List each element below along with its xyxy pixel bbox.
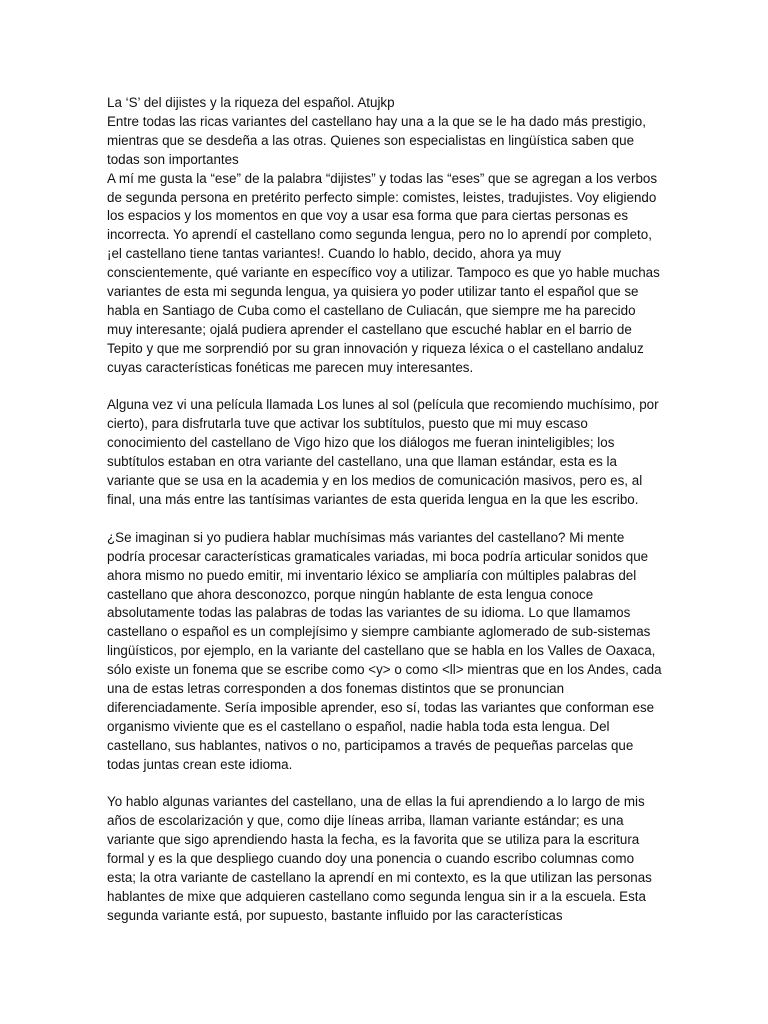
document-page xyxy=(107,94,663,926)
paragraph-2: Alguna vez vi una película llamada Los lunes al sol (película que recomiendo muchísimo, por cierto), para disfrutarla tuve que activar los subtítulos, puesto que mi muy escaso conocimiento del castellano de Vigo hizo que los diálogos me fueran ininteligibles; los subtítulos estaban en otra variante del castellano, una que llaman estándar, esta es la variante que se usa en la academia y en los medios de comunicación masivos, pero es, al final, una más entre las tantísimas variantes de esta querida lengua en la que les escribo. xyxy=(107,397,659,508)
document-title: La ‘S’ del dijistes y la riqueza del español. Atujkp xyxy=(107,95,395,110)
paragraph-4: Yo hablo algunas variantes del castellano, una de ellas la fui aprendiendo a lo largo de mis años de escolarización y que, como dije líneas arriba, llaman variante estándar; es una variante que sigo aprendiendo hasta la fecha, es la favorita que se utiliza para la escritura formal y es la que despliego cuando doy una ponencia o cuando escribo columnas como esta; la otra variante de castellano la aprendí en mi contexto, es la que utilizan las personas hablantes de mixe que adquieren castellano como segunda lengua sin ir a la escuela. Esta segunda variante está, por supuesto, bastante influido por las características xyxy=(107,794,652,923)
paragraph-gap xyxy=(107,378,663,397)
paragraph-3: ¿Se imaginan si yo pudiera hablar muchísimas más variantes del castellano? Mi mente podría procesar características gramaticales variadas, mi boca podría articular sonidos que ahora mismo no puedo emitir, mi inventario léxico se ampliaría con múltiples palabras del castellano que ahora desconozco, porque ningún hablante de esta lengua conoce absolutamente todas las palabras de todas las variantes de su idioma. Lo que llamamos castellano o español es un complejísimo y siempre cambiante aglomerado de sub-sistemas lingüísticos, por ejemplo, en la variante del castellano que se habla en los Valles de Oaxaca, sólo existe un fonema que se escribe como <y> o como <ll> mientras que en los Andes, cada una de estas letras corresponden a dos fonemas distintos que se pronuncian diferenciadamente. Sería imposible aprender, eso sí, todas las variantes que conforman ese organismo viviente que es el castellano o español, nadie habla toda esta lengua. Del castellano, sus hablantes, nativos o no, participamos a través de pequeñas parcelas que todas juntas crean este idioma. xyxy=(107,529,662,772)
paragraph-gap xyxy=(107,775,663,794)
paragraph-1: A mí me gusta la “ese” de la palabra “dijistes” y todas las “eses” que se agregan a los verbos de segunda persona en pretérito perfecto simple: comistes, leistes, tradujistes. Voy eligiendo los espacios y los momentos en que voy a usar esa forma que para ciertas personas es incorrecta. Yo aprendí el castellano como segunda lengua, pero no lo aprendí por completo, ¡el castellano tiene tantas variantes!. Cuando lo hablo, decido, ahora ya muy conscientemente, qué variante en específico voy a utilizar. Tampoco es que yo hable muchas variantes de esta mi segunda lengua, ya quisiera yo poder utilizar tanto el español que se habla en Santiago de Cuba como el castellano de Culiacán, que siempre me ha parecido muy interesante; ojalá pudiera aprender el castellano que escuché hablar en el barrio de Tepito y que me sorprendió por su gran innovación y riqueza léxica o el castellano andaluz cuyas características fonéticas me parecen muy interesantes. xyxy=(107,170,660,375)
paragraph-gap xyxy=(107,510,663,529)
document-intro: Entre todas las ricas variantes del castellano hay una a la que se le ha dado más prestigio, mientras que se desdeña a las otras. Quienes son especialistas en lingüística saben que todas son importantes xyxy=(107,113,646,167)
